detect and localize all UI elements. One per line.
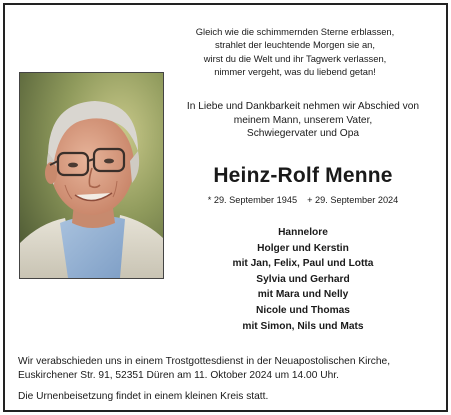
poem-line: nimmer vergeht, was du liebend getan!	[214, 66, 376, 78]
family-member: mit Mara und Nelly	[257, 289, 349, 301]
family-member: mit Simon, Nils und Mats	[242, 320, 364, 332]
farewell-line: In Liebe und Dankbarkeit nehmen wir Abschied von	[186, 101, 420, 112]
service-info	[18, 355, 438, 383]
poem-line: Gleich wie die schimmernden Sterne erblassen,	[195, 26, 395, 37]
family-member: Hannelore	[278, 227, 328, 238]
family-list	[168, 225, 438, 334]
family-member: mit Jan, Felix, Paul und Lotta	[232, 258, 374, 270]
poem-line: wirst du die Welt und ihr Tagwerk verlassen,	[203, 52, 387, 64]
urn-note: Die Urnenbeisetzung findet in einem kleinen Kreis statt.	[18, 391, 269, 402]
death-date: + 29. September 2024	[307, 195, 399, 205]
family-member: Holger und Kerstin	[257, 242, 349, 254]
birth-date: * 29. September 1945	[207, 195, 298, 205]
farewell-line: Schwiegervater und Opa	[246, 128, 360, 140]
poem	[160, 25, 430, 79]
farewell-line: meinem Mann, unserem Vater,	[233, 114, 373, 126]
life-dates	[168, 195, 438, 205]
farewell-text	[168, 100, 438, 141]
service-line: Euskirchener Str. 91, 52351 Düren am 11. Oktober 2024 um 14.00 Uhr.	[18, 370, 339, 382]
family-member: Sylvia und Gerhard	[256, 273, 350, 285]
family-member: Nicole und Thomas	[256, 304, 350, 316]
portrait-photo	[19, 72, 164, 279]
service-line: Wir verabschieden uns in einem Trostgottesdienst in der Neuapostolischen Kirche,	[18, 356, 391, 367]
poem-line: strahlet der leuchtende Morgen sie an,	[215, 39, 375, 51]
deceased-name: Heinz-Rolf Menne	[213, 164, 393, 187]
